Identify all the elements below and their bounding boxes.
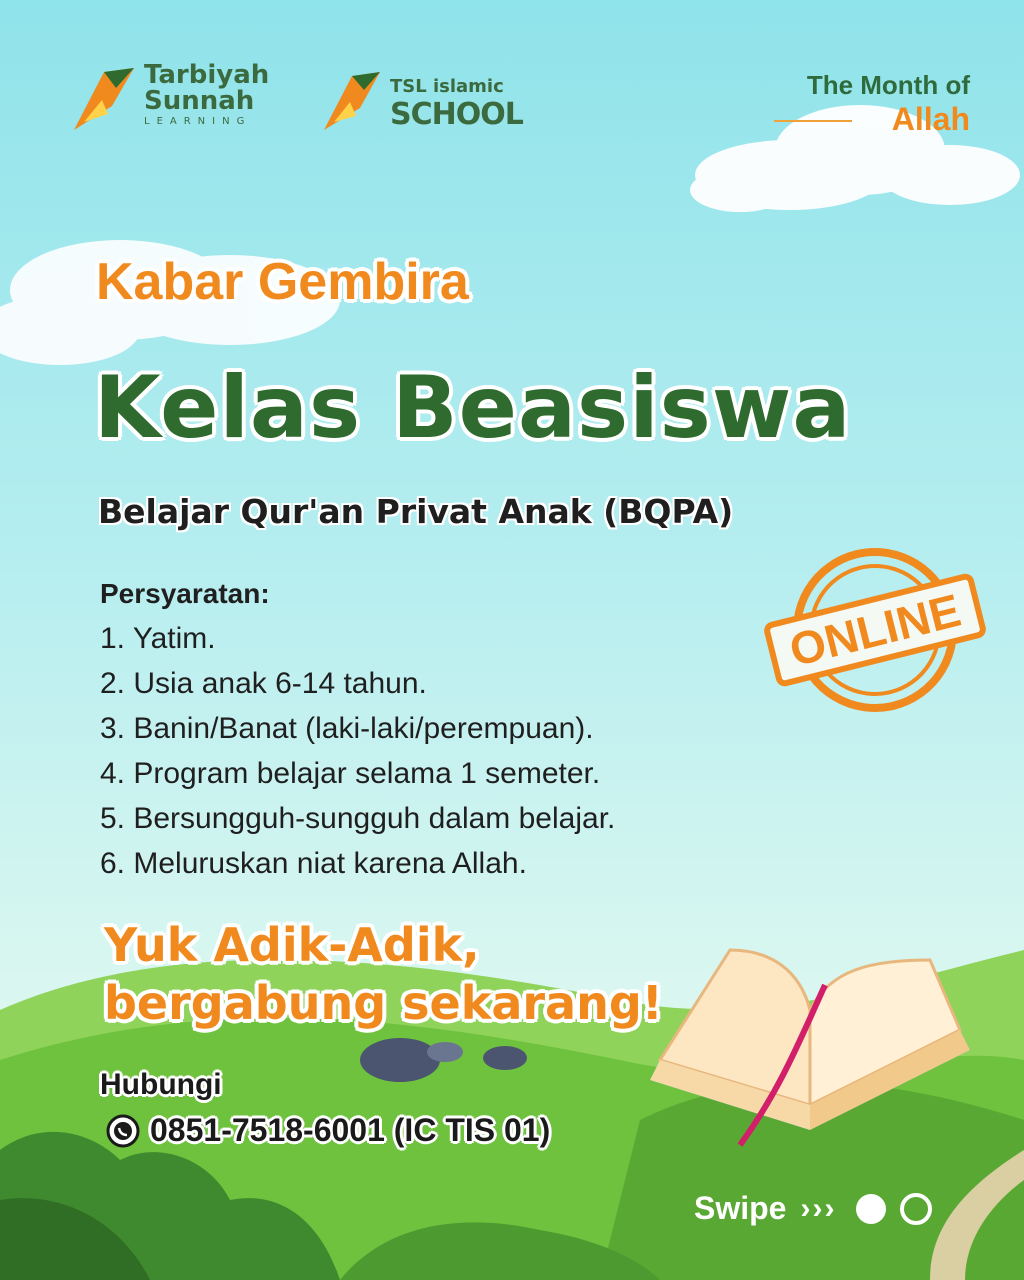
page-dot-active[interactable] xyxy=(856,1194,886,1224)
whatsapp-icon xyxy=(106,1114,140,1148)
requirement-item: 5. Bersungguh-sungguh dalam belajar. xyxy=(100,802,616,835)
swipe-label: Swipe xyxy=(694,1190,787,1226)
requirement-item: 4. Program belajar selama 1 semeter. xyxy=(100,757,601,790)
requirement-item: 2. Usia anak 6-14 tahun. xyxy=(100,667,427,700)
kite-logo-icon xyxy=(318,68,384,134)
subtitle: Belajar Qur'an Privat Anak (BQPA) xyxy=(98,492,734,531)
month-line2: Allah xyxy=(891,101,970,137)
contact-label: Hubungi xyxy=(100,1068,222,1101)
requirements-section xyxy=(100,578,615,886)
stamp-label: ONLINE xyxy=(784,583,966,677)
brand2-line2: SCHOOL xyxy=(390,97,523,132)
brand1-line2: Sunnah xyxy=(144,86,255,116)
page-dot-inactive[interactable] xyxy=(900,1193,932,1225)
brand2-line1: TSL islamic xyxy=(390,76,504,97)
kite-logo-icon xyxy=(64,62,136,134)
open-book-illustration xyxy=(630,930,990,1160)
phone-number: 0851-7518-6001 (IC TIS 01) xyxy=(150,1112,551,1148)
cta-line1: Yuk Adik-Adik, xyxy=(104,918,480,972)
requirement-item: 6. Meluruskan niat karena Allah. xyxy=(100,847,527,880)
month-of-allah-badge xyxy=(760,70,970,138)
swipe-indicator[interactable] xyxy=(694,1190,932,1227)
requirements-title: Persyaratan: xyxy=(100,578,270,609)
requirement-item: 3. Banin/Banat (laki-laki/perempuan). xyxy=(100,712,594,745)
page-title: Kelas Beasiswa xyxy=(94,358,852,458)
chevron-right-icon: ››› xyxy=(800,1191,837,1225)
divider xyxy=(774,120,852,122)
cta-heading xyxy=(104,916,663,1032)
contact-phone-row[interactable] xyxy=(106,1112,550,1149)
cta-line2: bergabung sekarang! xyxy=(104,976,663,1030)
brand1-line3: LEARNING xyxy=(144,116,252,127)
month-line1: The Month of xyxy=(806,70,970,100)
requirement-item: 1. Yatim. xyxy=(100,622,216,655)
kicker-text: Kabar Gembira xyxy=(96,253,469,311)
online-stamp xyxy=(760,540,990,720)
brand1-line1: Tarbiyah xyxy=(144,60,270,90)
